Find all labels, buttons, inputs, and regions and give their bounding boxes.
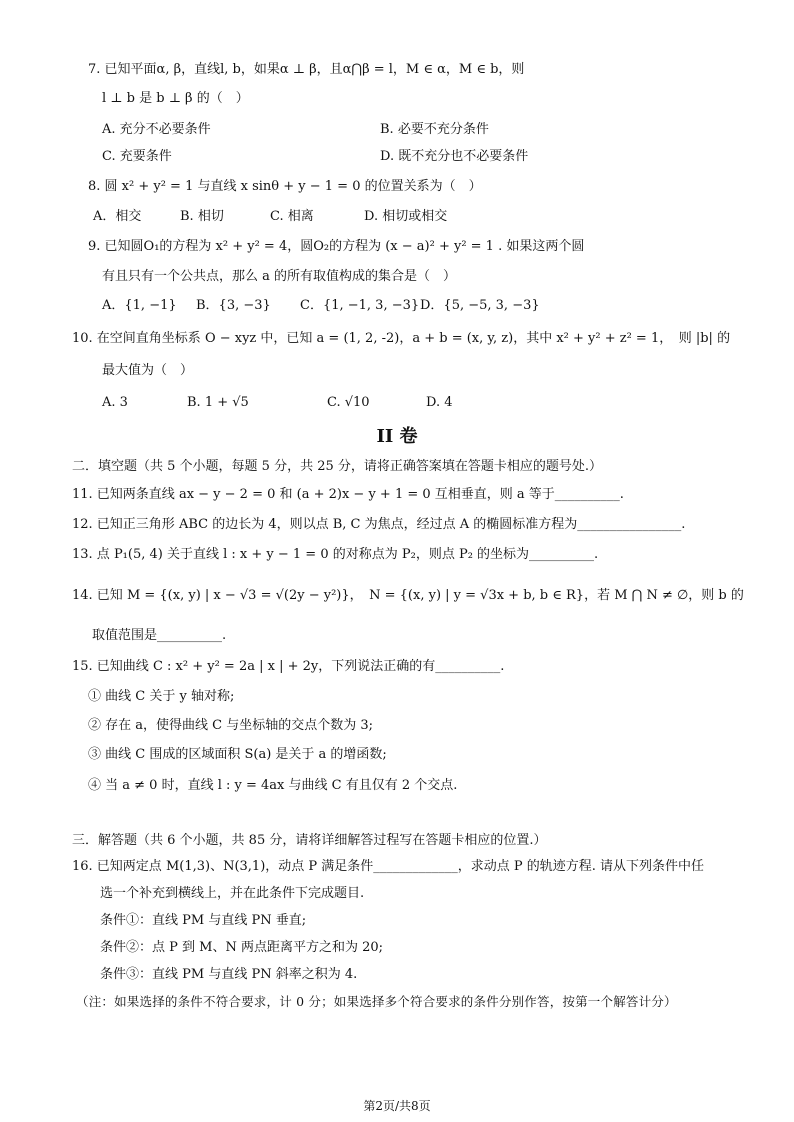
q10-stem: 10. 在空间直角坐标系 O − xyz 中，已知 a = (1, 2, -2)，a + b = (x, y, z)，其中 x² + y² + z² = 1， 则 |b| 的 <box>72 331 731 346</box>
q9-option-c: C．{1, −1, 3, −3} <box>300 298 420 313</box>
q9-option-d: D．{5, −5, 3, −3} <box>420 298 540 313</box>
q16-scoring-note: （注：如果选择的条件不符合要求，计 0 分；如果选择多个符合要求的条件分别作答，按第一个解答计分） <box>76 994 677 1009</box>
q10-option-d: D. 4 <box>426 395 453 410</box>
q16-condition-3: 条件③：直线 PM 与直线 PN 斜率之积为 4. <box>100 967 358 982</box>
q15-statement-2: ② 存在 a，使得曲线 C 与坐标轴的交点个数为 3; <box>88 718 374 733</box>
q14-stem-cont: 取值范围是__________. <box>92 628 227 643</box>
q7-option-d: D. 既不充分也不必要条件 <box>380 149 529 164</box>
page-number: 第2页/共8页 <box>363 1099 431 1113</box>
q11: 11. 已知两条直线 ax − y − 2 = 0 和 (a + 2)x − y + 1 = 0 互相垂直，则 a 等于__________. <box>72 487 624 502</box>
q14-stem: 14. 已知 M = {(x, y) | x − √3 = √(2y − y²)}， N = {(x, y) | y = √3x + b, b ∈ R}，若 M ⋂ N ≠ ∅，则 b 的 <box>72 588 744 603</box>
q8-option-b: B. 相切 <box>180 209 224 224</box>
q8-stem: 8. 圆 x² + y² = 1 与直线 x sinθ + y − 1 = 0 的位置关系为（ ） <box>88 179 482 194</box>
q8-option-d: D. 相切或相交 <box>364 209 448 224</box>
q13: 13. 点 P₁(5, 4) 关于直线 l : x + y − 1 = 0 的对称点为 P₂，则点 P₂ 的坐标为__________. <box>72 547 599 562</box>
q9-stem: 9. 已知圆O₁的方程为 x² + y² = 4，圆O₂的方程为 (x − a)² + y² = 1 . 如果这两个圆 <box>88 239 585 254</box>
q7-stem-cont: l ⊥ b 是 b ⊥ β 的（ ） <box>102 91 249 106</box>
q7-option-c: C. 充要条件 <box>102 149 172 164</box>
q16-stem: 16. 已知两定点 M(1,3)、N(3,1)，动点 P 满足条件_____________，求动点 P 的轨迹方程. 请从下列条件中任 <box>72 859 705 874</box>
q10-stem-cont: 最大值为（ ） <box>102 363 194 378</box>
q15-statement-4: ④ 当 a ≠ 0 时，直线 l : y = 4ax 与曲线 C 有且仅有 2 个交点. <box>88 778 458 793</box>
q8-option-c: C. 相离 <box>270 209 314 224</box>
solution-section-header: 三．解答题（共 6 个小题，共 85 分，请将详细解答过程写在答题卡相应的位置.） <box>72 833 547 848</box>
q16-condition-2: 条件②：点 P 到 M、N 两点距离平方之和为 20; <box>100 940 384 955</box>
q8-option-a: A．相交 <box>93 209 142 224</box>
q7-option-a: A. 充分不必要条件 <box>102 122 211 137</box>
q9-option-b: B．{3, −3} <box>196 298 271 313</box>
q15-statement-3: ③ 曲线 C 围成的区域面积 S(a) 是关于 a 的增函数; <box>88 747 387 762</box>
q7-option-b: B. 必要不充分条件 <box>380 122 489 137</box>
q10-option-b: B. 1 + √5 <box>187 395 249 410</box>
q9-option-a: A．{1, −1} <box>102 298 177 313</box>
q10-option-a: A. 3 <box>102 395 128 410</box>
q15-statement-1: ① 曲线 C 关于 y 轴对称; <box>88 689 235 704</box>
q7-stem: 7. 已知平面α, β，直线l, b，如果α ⊥ β，且α⋂β = l，M ∈ α，M ∈ b，则 <box>88 62 525 77</box>
q16-stem-cont: 选一个补充到横线上，并在此条件下完成题目. <box>100 886 365 901</box>
q16-condition-1: 条件①：直线 PM 与直线 PN 垂直; <box>100 913 307 928</box>
section-title: II 卷 <box>376 426 418 447</box>
q10-option-c: C. √10 <box>327 395 370 410</box>
q12: 12. 已知正三角形 ABC 的边长为 4，则以点 B, C 为焦点，经过点 A 的椭圆标准方程为________________. <box>72 517 686 532</box>
fill-in-section-header: 二．填空题（共 5 个小题，每题 5 分，共 25 分，请将正确答案填在答题卡相应的题号处.） <box>72 459 603 474</box>
q9-stem-cont: 有且只有一个公共点，那么 a 的所有取值构成的集合是（ ） <box>102 269 457 284</box>
q15-stem: 15. 已知曲线 C : x² + y² = 2a | x | + 2y，下列说法正确的有__________. <box>72 659 505 674</box>
